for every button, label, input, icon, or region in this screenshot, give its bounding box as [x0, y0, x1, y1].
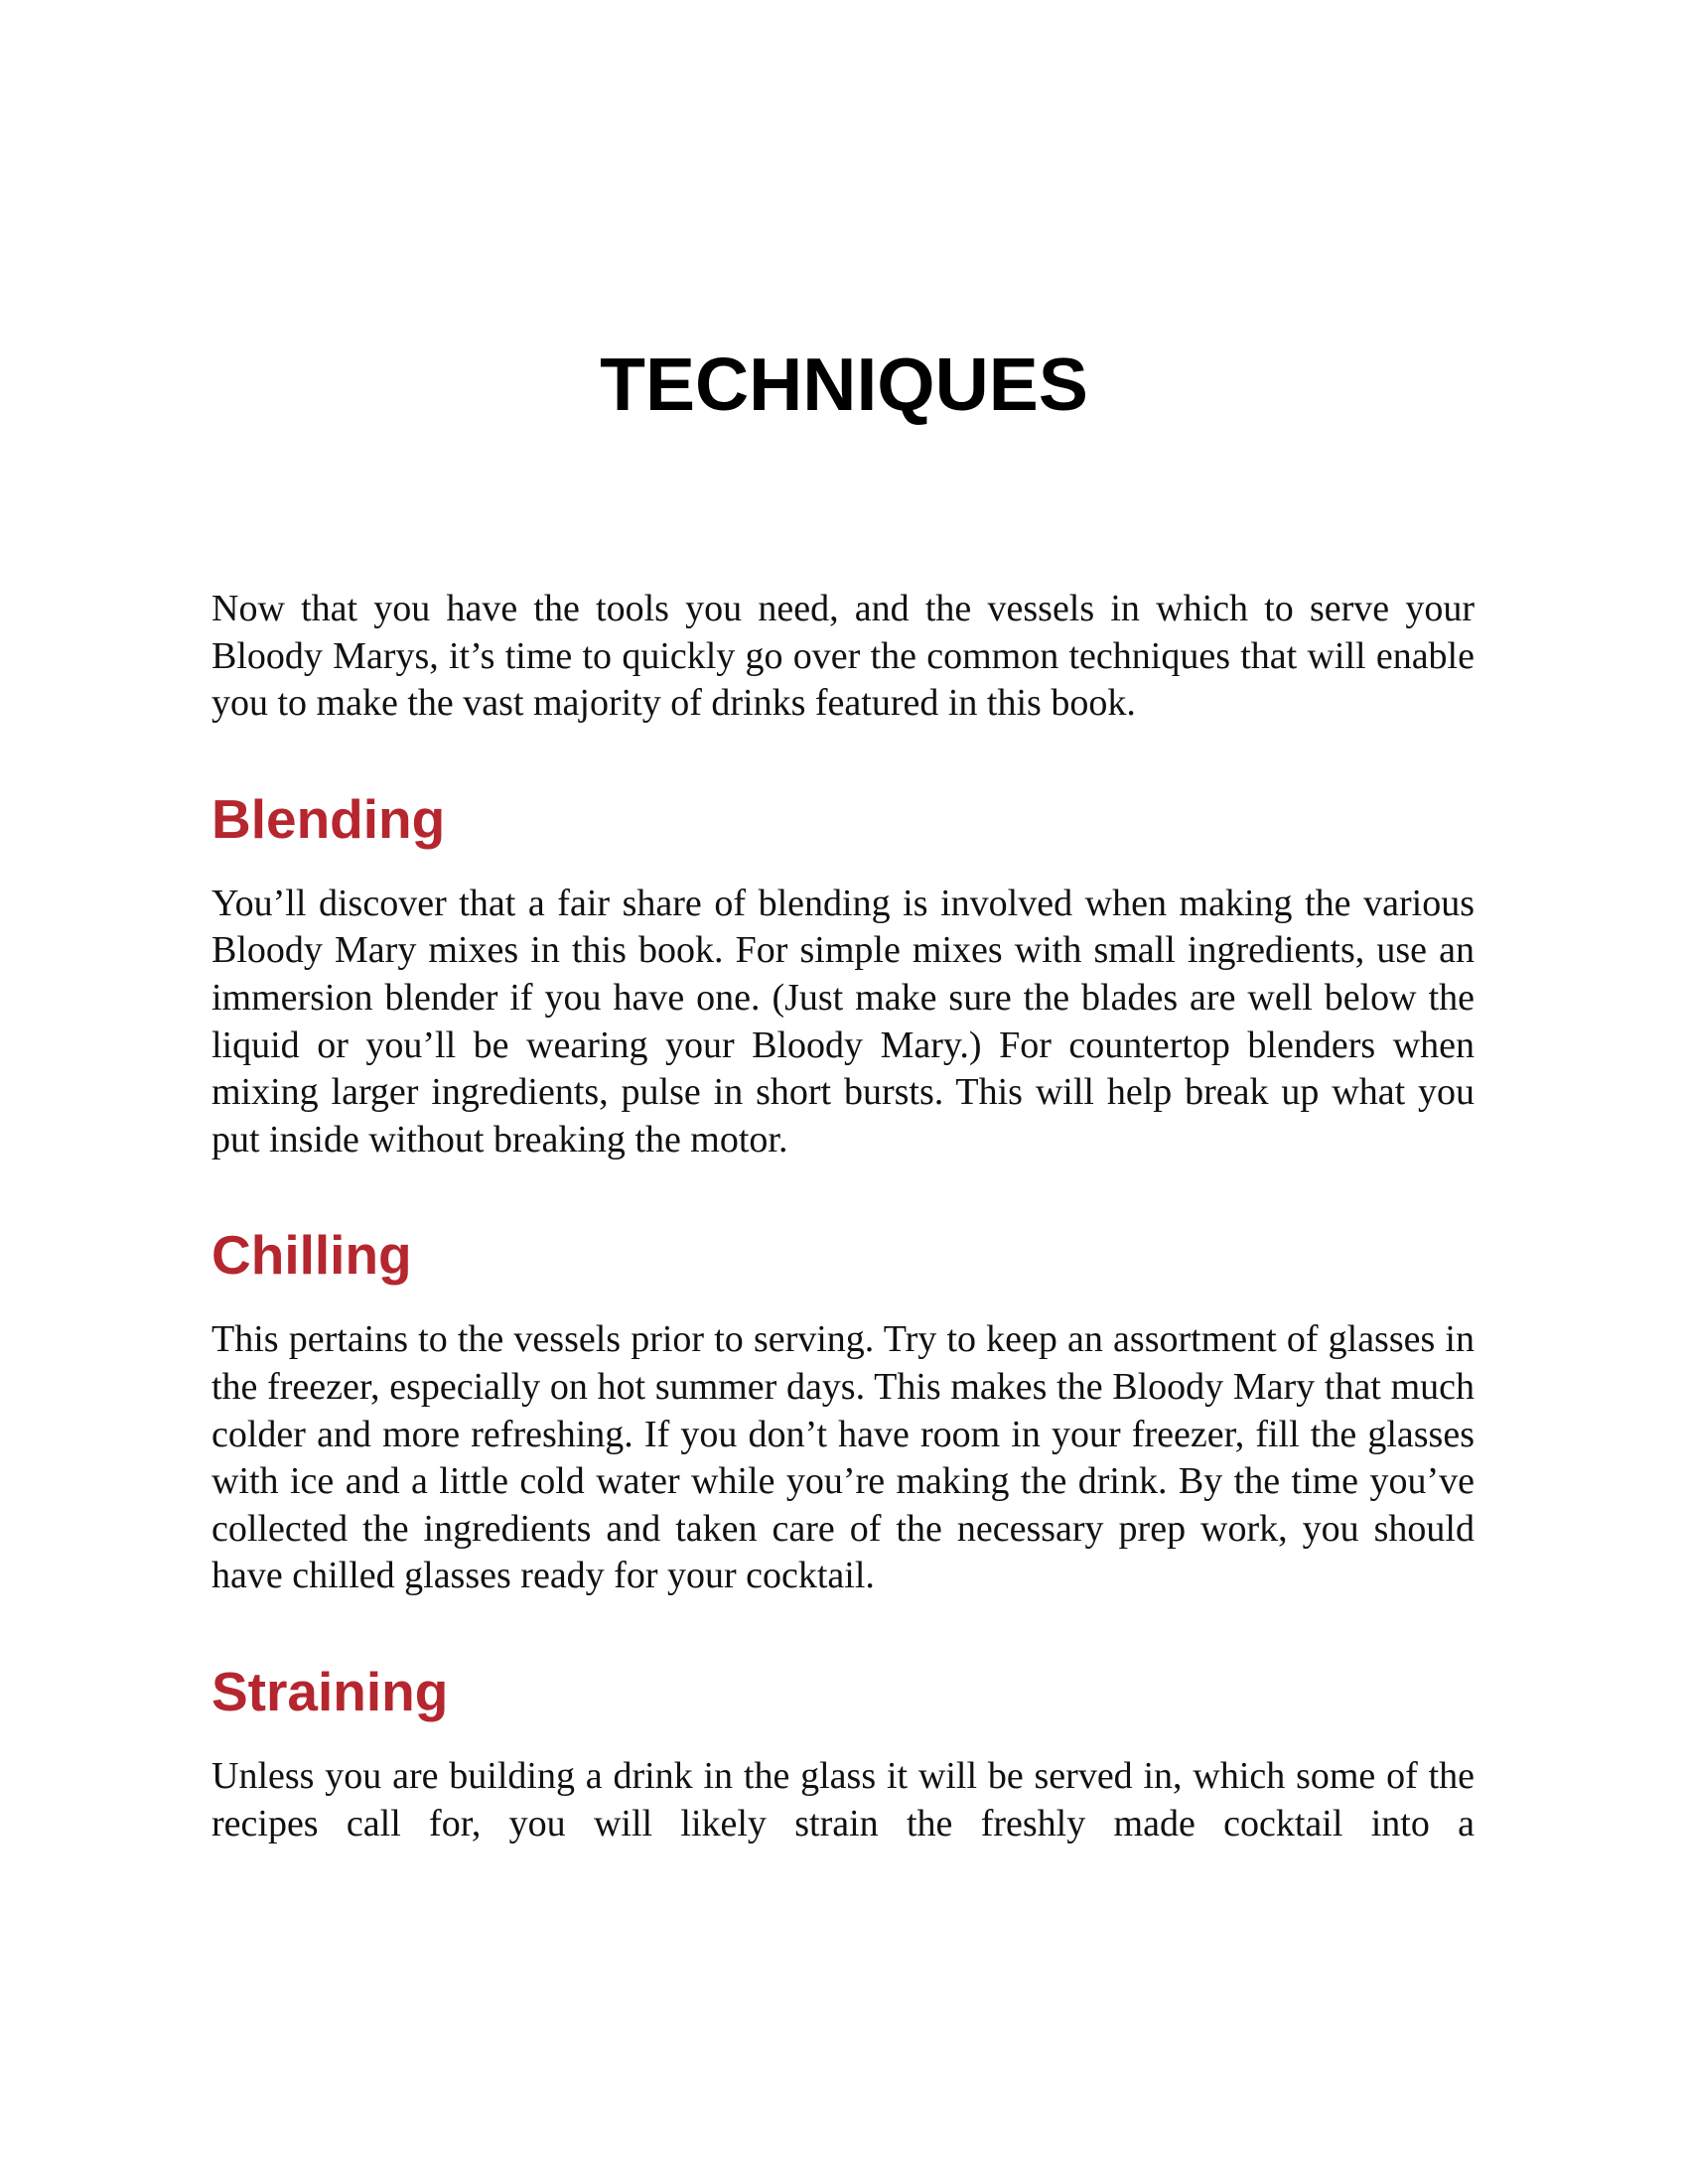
- section-body-straining: Unless you are building a drink in the glass it will be served in, which some of the recipes call for, you will likely strain the freshly made cocktail into a: [211, 1754, 1475, 1844]
- section-heading-straining: Straining: [211, 1660, 449, 1722]
- section-heading-chilling: Chilling: [211, 1224, 412, 1287]
- section-heading-blending: Blending: [211, 787, 446, 850]
- page-content: [211, 586, 1475, 1847]
- section-body-blending: You’ll discover that a fair share of blending is involved when making the various Bloody Mary mixes in this book. For simple mixes with small ingredients, use an immersion blender if you have one. (Just make sure the blades are well below the liquid or you’ll be wearing your Bloody Mary.) For countertop blenders when mixing larger ingredients, pulse in short bursts. This will help break up what you put inside without breaking the motor.: [211, 882, 1475, 1160]
- intro-paragraph: Now that you have the tools you need, and the vessels in which to serve your Bloody Marys, it’s time to quickly go over the common techniques that will enable you to make the vast majority of drinks featured in this book.: [211, 588, 1475, 725]
- page-title: TECHNIQUES: [600, 342, 1088, 426]
- section-body-chilling: This pertains to the vessels prior to serving. Try to keep an assortment of glasses in the freezer, especially on hot summer days. This makes the Bloody Mary that much colder and more refreshing. If you don’t have room in your freezer, fill the glasses with ice and a little cold water while you’re making the drink. By the time you’ve collected the ingredients and taken care of the necessary prep work, you should have chilled glasses ready for your cocktail.: [211, 1318, 1475, 1597]
